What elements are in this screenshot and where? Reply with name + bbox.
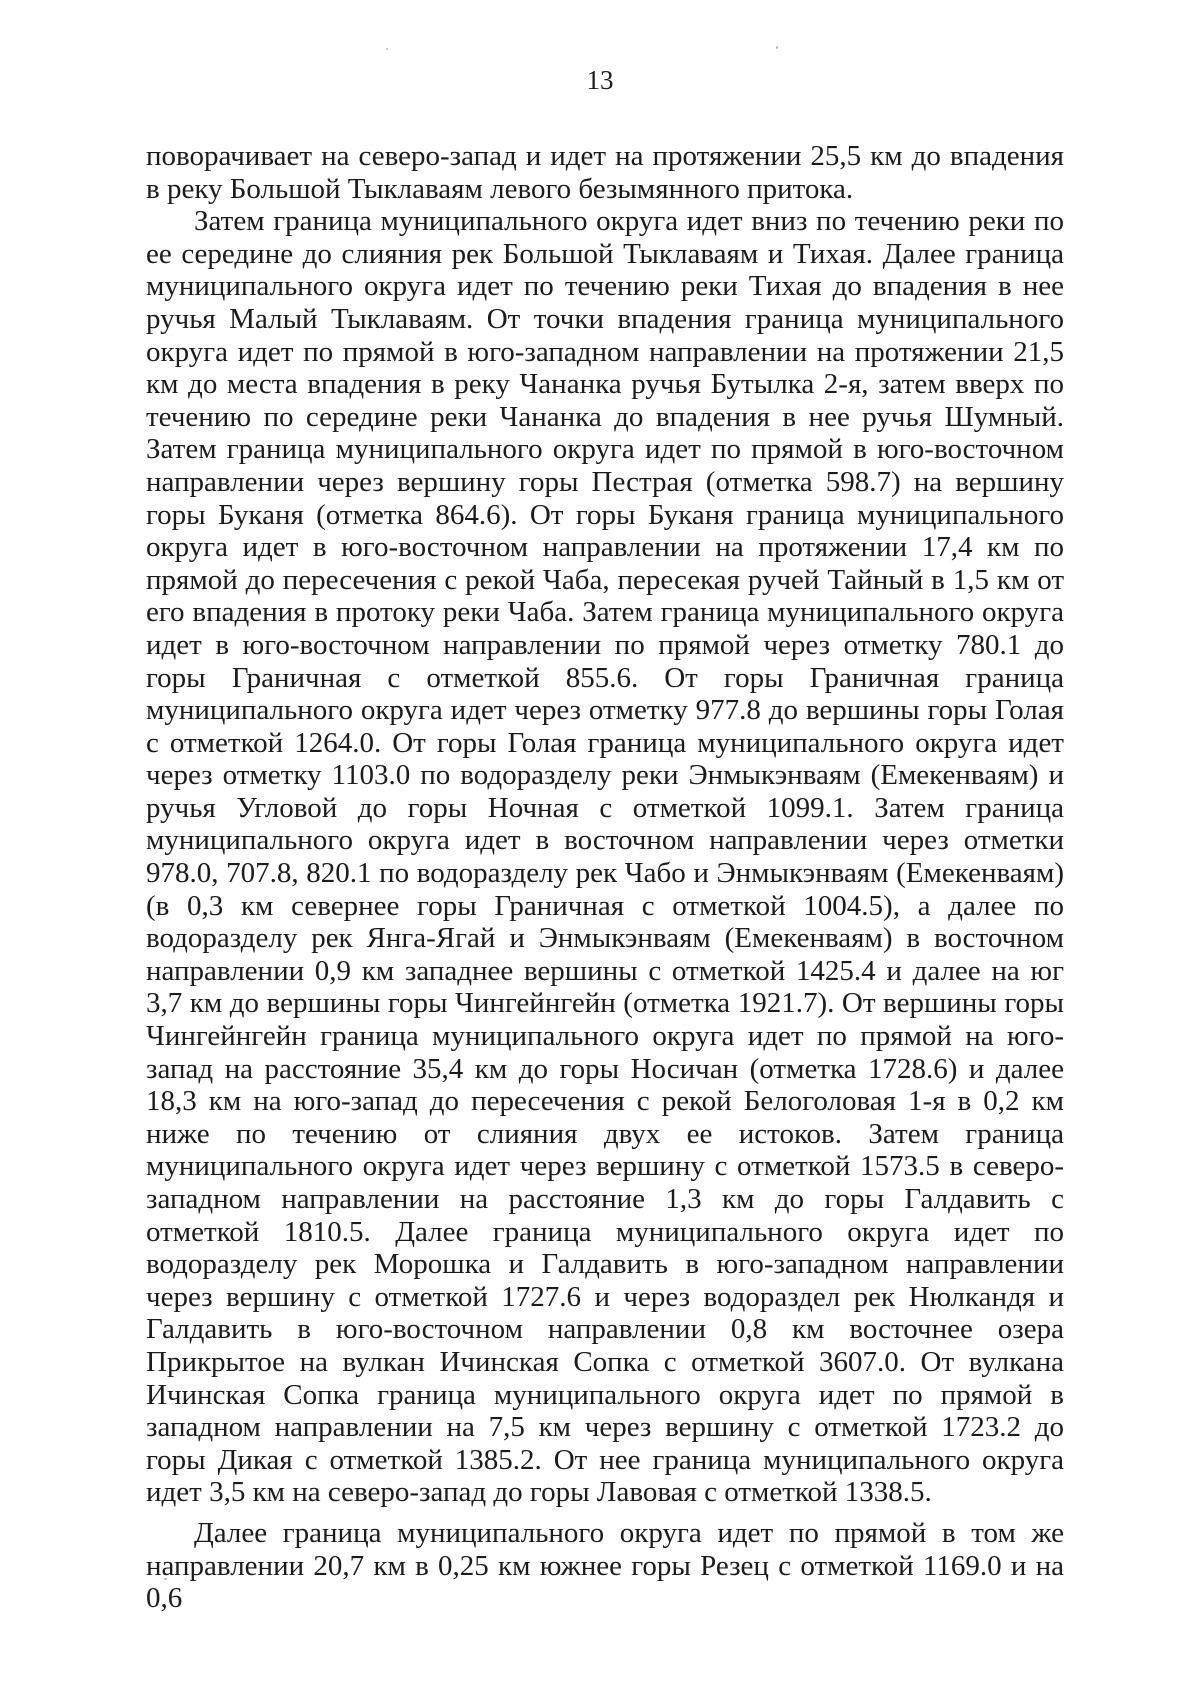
paragraph-boundary-continuation: Далее граница муниципального округа идет по прямой в том же направлении 20,7 км в 0,25 км южнее горы Резец с отметкой 1169.0 и на 0,6: [146, 1516, 1064, 1615]
paragraph-continuation: поворачивает на северо-запад и идет на протяжении 25,5 км до впадения в реку Большой Тыклаваям левого безымянного притока.: [146, 140, 1064, 205]
scan-speck: [386, 48, 388, 50]
paragraph-boundary-description: Затем граница муниципального округа идет вниз по течению реки по ее середине до слияния рек Большой Тыклаваям и Тихая. Далее граница муниципального округа идет по течению реки Тихая до впадения в нее ручья Малый Тыклаваям. От точки впадения граница муниципального округа идет по прямой в юго-западном направлении на протяжении 21,5 км до места впадения в реку Чананка ручья Бутылка 2-я, затем вверх по течению по середине реки Чананка до впадения в нее ручья Шумный. Затем граница муниципального округа идет по прямой в юго-восточном направлении через вершину горы Пестрая (отметка 598.7) на вершину горы Буканя (отметка 864.6). От горы Буканя граница муниципального округа идет в юго-восточном направлении на протяжении 17,4 км по прямой до пересечения с рекой Чаба, пересекая ручей Тайный в 1,5 км от его впадения в протоку реки Чаба. Затем граница муниципального округа идет в юго-восточном направлении по прямой через отметку 780.1 до горы Граничная с отметкой 855.6. От горы Граничная граница муниципального округа идет через отметку 977.8 до вершины горы Голая с отметкой 1264.0. От горы Голая граница муниципального округа идет через отметку 1103.0 по водоразделу реки Энмыкэнваям (Емекенваям) и ручья Угловой до горы Ночная с отметкой 1099.1. Затем граница муниципального округа идет в восточном направлении через отметки 978.0, 707.8, 820.1 по водоразделу рек Чабо и Энмыкэнваям (Емекенваям) (в 0,3 км севернее горы Граничная с отметкой 1004.5), а далее по водоразделу рек Янга-Ягай и Энмыкэнваям (Емекенваям) в восточном направлении 0,9 км западнее вершины с отметкой 1425.4 и далее на юг 3,7 км до вершины горы Чингейнгейн (отметка 1921.7). От вершины горы Чингейнгейн граница муниципального округа идет по прямой на юго-запад на расстояние 35,4 км до горы Носичан (отметка 1728.6) и далее 18,3 км на юго-запад до пересечения с рекой Белоголовая 1-я в 0,2 км ниже по течению от слияния двух ее истоков. Затем граница муниципального округа идет через вершину с отметкой 1573.5 в северо-западном направлении на расстояние 1,3 км до горы Галдавить с отметкой 1810.5. Далее граница муниципального округа идет по водоразделу рек Морошка и Галдавить в юго-западном направлении через вершину с отметкой 1727.6 и через водораздел рек Нюлкандя и Галдавить в юго-восточном направлении 0,8 км восточнее озера Прикрытое на вулкан Ичинская Сопка с отметкой 3607.0. От вулкана Ичинская Сопка граница муниципального округа идет по прямой в западном направлении на 7,5 км через вершину с отметкой 1723.2 до горы Дикая с отметкой 1385.2. От нее граница муниципального округа идет 3,5 км на северо-запад до горы Лавовая с отметкой 1338.5.: [146, 205, 1064, 1509]
scan-speck: [776, 46, 778, 49]
page-number: 13: [586, 65, 614, 95]
document-body: [146, 140, 1064, 1615]
